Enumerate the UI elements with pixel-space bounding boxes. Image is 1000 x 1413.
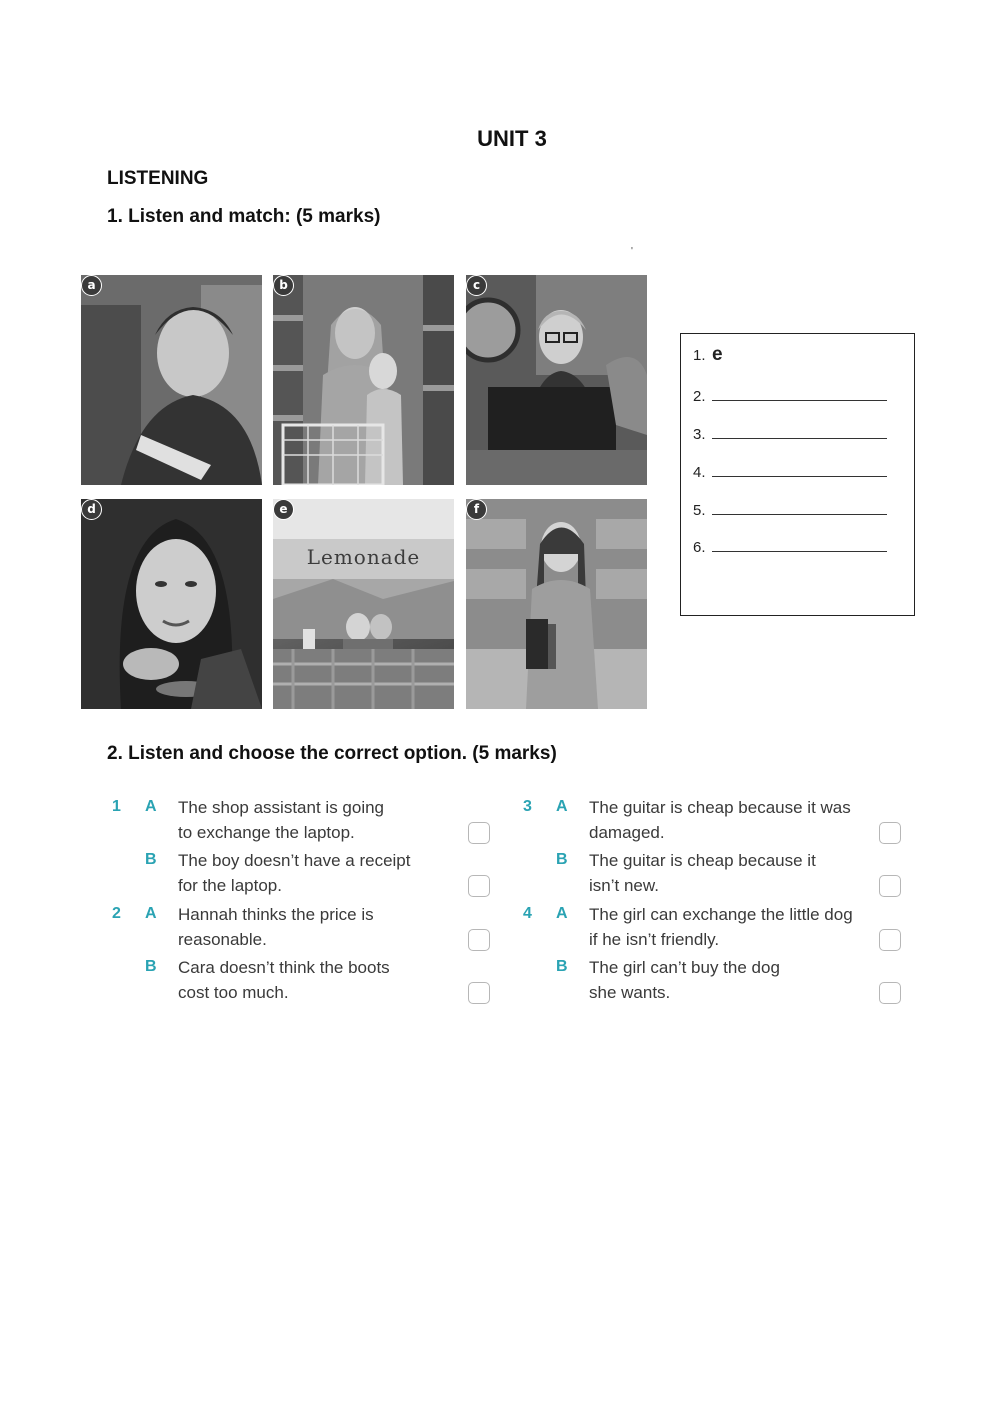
photo-e-label: e <box>273 499 294 520</box>
answer-number: 1. <box>693 347 706 364</box>
photo-b-illustration <box>273 275 454 485</box>
option-text <box>178 955 468 1005</box>
answer-blank[interactable] <box>712 500 887 515</box>
option-letter: A <box>145 798 157 815</box>
answer-box <box>680 333 915 616</box>
option-checkbox[interactable] <box>879 875 901 897</box>
answer-blank[interactable] <box>712 537 887 552</box>
answer-line-5[interactable] <box>693 500 887 519</box>
answer-number: 2. <box>693 388 706 405</box>
option-checkbox[interactable] <box>879 982 901 1004</box>
option-letter: A <box>556 798 568 815</box>
answer-number: 6. <box>693 539 706 556</box>
photo-f-label: f <box>466 499 487 520</box>
photo-c <box>466 275 647 485</box>
option-checkbox[interactable] <box>468 875 490 897</box>
option-line: The guitar is cheap because it <box>589 851 816 870</box>
option-line: Hannah thinks the price is <box>178 905 374 924</box>
question-number: 2 <box>112 905 121 922</box>
option-letter: B <box>556 958 568 975</box>
question-number: 3 <box>523 798 532 815</box>
option-line: to exchange the laptop. <box>178 823 355 842</box>
answer-line-3[interactable] <box>693 424 887 443</box>
option-checkbox[interactable] <box>468 822 490 844</box>
answer-blank[interactable] <box>712 462 887 477</box>
photo-a <box>81 275 262 485</box>
photo-e-illustration <box>273 499 454 709</box>
option-letter: A <box>556 905 568 922</box>
option-checkbox[interactable] <box>879 822 901 844</box>
option-line: reasonable. <box>178 930 267 949</box>
option-line: The girl can’t buy the dog <box>589 958 780 977</box>
photo-b-label: b <box>273 275 294 296</box>
answer-blank[interactable] <box>712 386 887 401</box>
page-title: UNIT 3 <box>477 126 547 151</box>
option-checkbox[interactable] <box>468 982 490 1004</box>
answer-line-4[interactable] <box>693 462 887 481</box>
option-line: cost too much. <box>178 983 289 1002</box>
option-letter: B <box>145 851 157 868</box>
option-line: The guitar is cheap because it was <box>589 798 851 817</box>
option-line: The shop assistant is going <box>178 798 385 817</box>
question-number: 4 <box>523 905 532 922</box>
photo-e <box>273 499 454 709</box>
option-line: isn’t new. <box>589 876 659 895</box>
answer-number: 5. <box>693 502 706 519</box>
option-line: she wants. <box>589 983 671 1002</box>
option-letter: A <box>145 905 157 922</box>
photo-c-label: c <box>466 275 487 296</box>
answer-line-2[interactable] <box>693 386 887 405</box>
lemonade-sign: Lemonade <box>306 545 421 569</box>
photo-a-illustration <box>81 275 262 485</box>
stray-mark: ' <box>631 246 633 257</box>
answer-line-1[interactable] <box>693 344 723 366</box>
answer-number: 4. <box>693 464 706 481</box>
option-text <box>589 955 879 1005</box>
question-number: 1 <box>112 798 121 815</box>
photo-a-label: a <box>81 275 102 296</box>
photo-c-illustration <box>466 275 647 485</box>
option-checkbox[interactable] <box>879 929 901 951</box>
option-line: damaged. <box>589 823 665 842</box>
photo-f <box>466 499 647 709</box>
option-line: Cara doesn’t think the boots <box>178 958 390 977</box>
exercise-1-heading: 1. Listen and match: (5 marks) <box>107 206 381 227</box>
exercise-2-heading: 2. Listen and choose the correct option. (5 marks) <box>107 743 557 764</box>
option-text <box>178 795 468 845</box>
option-letter: B <box>145 958 157 975</box>
option-text <box>589 902 879 952</box>
option-text <box>589 848 879 898</box>
photo-d-illustration <box>81 499 262 709</box>
answer-blank[interactable] <box>712 424 887 439</box>
section-heading: LISTENING <box>107 168 209 189</box>
photo-d <box>81 499 262 709</box>
option-line: The boy doesn’t have a receipt <box>178 851 411 870</box>
option-checkbox[interactable] <box>468 929 490 951</box>
option-text <box>589 795 879 845</box>
option-line: for the laptop. <box>178 876 282 895</box>
answer-value: e <box>712 344 723 365</box>
option-line: if he isn’t friendly. <box>589 930 720 949</box>
option-letter: B <box>556 851 568 868</box>
option-text <box>178 848 468 898</box>
answer-line-6[interactable] <box>693 537 887 556</box>
option-line: The girl can exchange the little dog <box>589 905 853 924</box>
photo-f-illustration <box>466 499 647 709</box>
option-text <box>178 902 468 952</box>
answer-number: 3. <box>693 426 706 443</box>
photo-b <box>273 275 454 485</box>
photo-d-label: d <box>81 499 102 520</box>
